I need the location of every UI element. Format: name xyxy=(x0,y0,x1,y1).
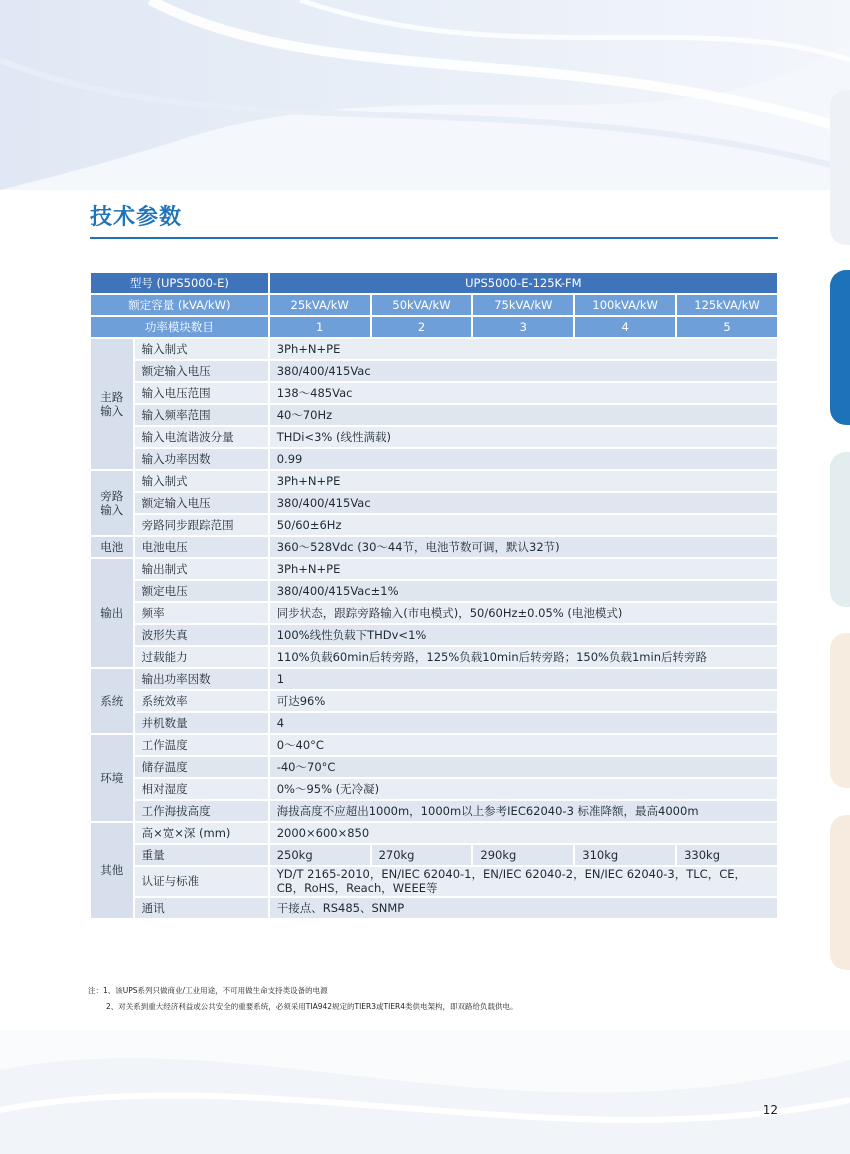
side-tab-teal[interactable] xyxy=(830,452,850,607)
group-output: 输出 xyxy=(91,559,133,667)
param-value: 干接点、RS485、SNMP xyxy=(270,898,777,918)
param-label: 并机数量 xyxy=(135,713,268,733)
group-system: 系统 xyxy=(91,669,133,733)
param-value: 海拔高度不应超出1000m，1000m以上参考IEC62040-3 标准降额，最高4000m xyxy=(270,801,777,821)
param-value: 50/60±6Hz xyxy=(270,515,777,535)
table-row xyxy=(91,779,777,799)
param-value: -40～70°C xyxy=(270,757,777,777)
table-row xyxy=(91,449,777,469)
group-main-input xyxy=(91,339,133,469)
table-row xyxy=(91,537,777,557)
param-value: 0.99 xyxy=(270,449,777,469)
table-row xyxy=(91,898,777,918)
modules-cell: 3 xyxy=(473,317,573,337)
param-label: 重量 xyxy=(135,845,268,865)
modules-cell: 5 xyxy=(677,317,777,337)
table-row xyxy=(91,471,777,491)
param-value: 1 xyxy=(270,669,777,689)
param-label: 工作温度 xyxy=(135,735,268,755)
group-label-line: 输入 xyxy=(100,404,124,418)
table-row xyxy=(91,647,777,667)
param-value: 0～40°C xyxy=(270,735,777,755)
param-label: 相对湿度 xyxy=(135,779,268,799)
param-label: 电池电压 xyxy=(135,537,268,557)
param-value: 可达96% xyxy=(270,691,777,711)
table-row xyxy=(91,581,777,601)
param-value: 同步状态，跟踪旁路输入(市电模式)，50/60Hz±0.05% (电池模式) xyxy=(270,603,777,623)
table-row xyxy=(91,757,777,777)
weight-cell: 330kg xyxy=(677,845,777,865)
param-label: 输入电流谐波分量 xyxy=(135,427,268,447)
param-value: 380/400/415Vac±1% xyxy=(270,581,777,601)
footnote-2: 2、对关系到重大经济利益或公共安全的重要系统，必须采用TIA942规定的TIER3或TIER4类供电架构，即双路给负载供电。 xyxy=(106,1002,518,1011)
param-label: 频率 xyxy=(135,603,268,623)
capacity-label: 额定容量 (kVA/kW) xyxy=(91,295,268,315)
spec-table xyxy=(89,271,779,920)
table-row xyxy=(91,713,777,733)
param-label: 旁路同步跟踪范围 xyxy=(135,515,268,535)
page-number: 12 xyxy=(762,1103,778,1117)
weight-cell: 310kg xyxy=(575,845,675,865)
modules-cell: 2 xyxy=(372,317,472,337)
param-label: 认证与标准 xyxy=(135,867,268,896)
weight-cell: 270kg xyxy=(372,845,472,865)
param-value: 4 xyxy=(270,713,777,733)
table-row xyxy=(91,493,777,513)
param-label: 额定输入电压 xyxy=(135,361,268,381)
weight-cell: 250kg xyxy=(270,845,370,865)
model-label: 型号 (UPS5000-E) xyxy=(91,273,268,293)
param-label: 输出制式 xyxy=(135,559,268,579)
param-value: 110%负载60min后转旁路，125%负载10min后转旁路；150%负载1min后转旁路 xyxy=(270,647,777,667)
side-tab-orange[interactable] xyxy=(830,815,850,970)
side-tab-active-blue[interactable] xyxy=(830,270,850,425)
param-label: 通讯 xyxy=(135,898,268,918)
table-row xyxy=(91,625,777,645)
capacity-cell: 125kVA/kW xyxy=(677,295,777,315)
weight-cell: 290kg xyxy=(473,845,573,865)
param-label: 额定电压 xyxy=(135,581,268,601)
param-label: 高×宽×深 (mm) xyxy=(135,823,268,843)
table-row xyxy=(91,669,777,689)
table-row xyxy=(91,361,777,381)
group-environment: 环境 xyxy=(91,735,133,821)
side-tab-blank-top[interactable] xyxy=(830,90,850,245)
table-row-capacity xyxy=(91,295,777,315)
param-label: 工作海拔高度 xyxy=(135,801,268,821)
table-row xyxy=(91,603,777,623)
modules-cell: 4 xyxy=(575,317,675,337)
footnote-1: 注：1、该UPS系列只做商业/工业用途，不可用做生命支持类设备的电源 xyxy=(88,986,328,995)
param-value: 380/400/415Vac xyxy=(270,361,777,381)
table-row xyxy=(91,515,777,535)
capacity-cell: 25kVA/kW xyxy=(270,295,370,315)
param-value: 380/400/415Vac xyxy=(270,493,777,513)
table-row-modules xyxy=(91,317,777,337)
side-tab-peach[interactable] xyxy=(830,633,850,788)
param-value: 138～485Vac xyxy=(270,383,777,403)
param-value: 0%～95% (无冷凝) xyxy=(270,779,777,799)
model-value: UPS5000-E-125K-FM xyxy=(270,273,777,293)
page-title: 技术参数 xyxy=(90,205,183,230)
capacity-cell: 100kVA/kW xyxy=(575,295,675,315)
param-label: 额定输入电压 xyxy=(135,493,268,513)
param-value: THDi<3% (线性满载) xyxy=(270,427,777,447)
param-label: 输入电压范围 xyxy=(135,383,268,403)
param-value: 2000×600×850 xyxy=(270,823,777,843)
group-other: 其他 xyxy=(91,823,133,918)
table-row xyxy=(91,339,777,359)
modules-cell: 1 xyxy=(270,317,370,337)
param-label: 过载能力 xyxy=(135,647,268,667)
param-value: YD/T 2165-2010，EN/IEC 62040-1，EN/IEC 62040-2，EN/IEC 62040-3，TLC，CE，CB，RoHS，Reach，WEEE等 xyxy=(270,867,777,896)
group-label-line: 输入 xyxy=(100,503,124,517)
title-underline xyxy=(90,237,778,239)
table-row xyxy=(91,867,777,896)
param-value: 360～528Vdc (30～44节，电池节数可调，默认32节) xyxy=(270,537,777,557)
param-value: 100%线性负载下THDv<1% xyxy=(270,625,777,645)
param-label: 输入功率因数 xyxy=(135,449,268,469)
group-battery: 电池 xyxy=(91,537,133,557)
capacity-cell: 50kVA/kW xyxy=(372,295,472,315)
table-row xyxy=(91,559,777,579)
table-row xyxy=(91,845,777,865)
param-label: 输入制式 xyxy=(135,339,268,359)
table-row-model xyxy=(91,273,777,293)
param-label: 输入频率范围 xyxy=(135,405,268,425)
table-row xyxy=(91,383,777,403)
group-bypass-input xyxy=(91,471,133,535)
param-label: 储存温度 xyxy=(135,757,268,777)
table-row xyxy=(91,801,777,821)
group-label-line: 主路 xyxy=(100,389,124,404)
table-row xyxy=(91,405,777,425)
footnotes xyxy=(88,983,788,1015)
capacity-cell: 75kVA/kW xyxy=(473,295,573,315)
group-label-line: 旁路 xyxy=(100,488,124,503)
param-label: 输出功率因数 xyxy=(135,669,268,689)
param-value: 3Ph+N+PE xyxy=(270,559,777,579)
table-row xyxy=(91,427,777,447)
param-label: 波形失真 xyxy=(135,625,268,645)
table-row xyxy=(91,691,777,711)
param-value: 40～70Hz xyxy=(270,405,777,425)
param-value: 3Ph+N+PE xyxy=(270,339,777,359)
table-row xyxy=(91,823,777,843)
modules-label: 功率模块数目 xyxy=(91,317,268,337)
table-row xyxy=(91,735,777,755)
param-value: 3Ph+N+PE xyxy=(270,471,777,491)
param-label: 输入制式 xyxy=(135,471,268,491)
param-label: 系统效率 xyxy=(135,691,268,711)
